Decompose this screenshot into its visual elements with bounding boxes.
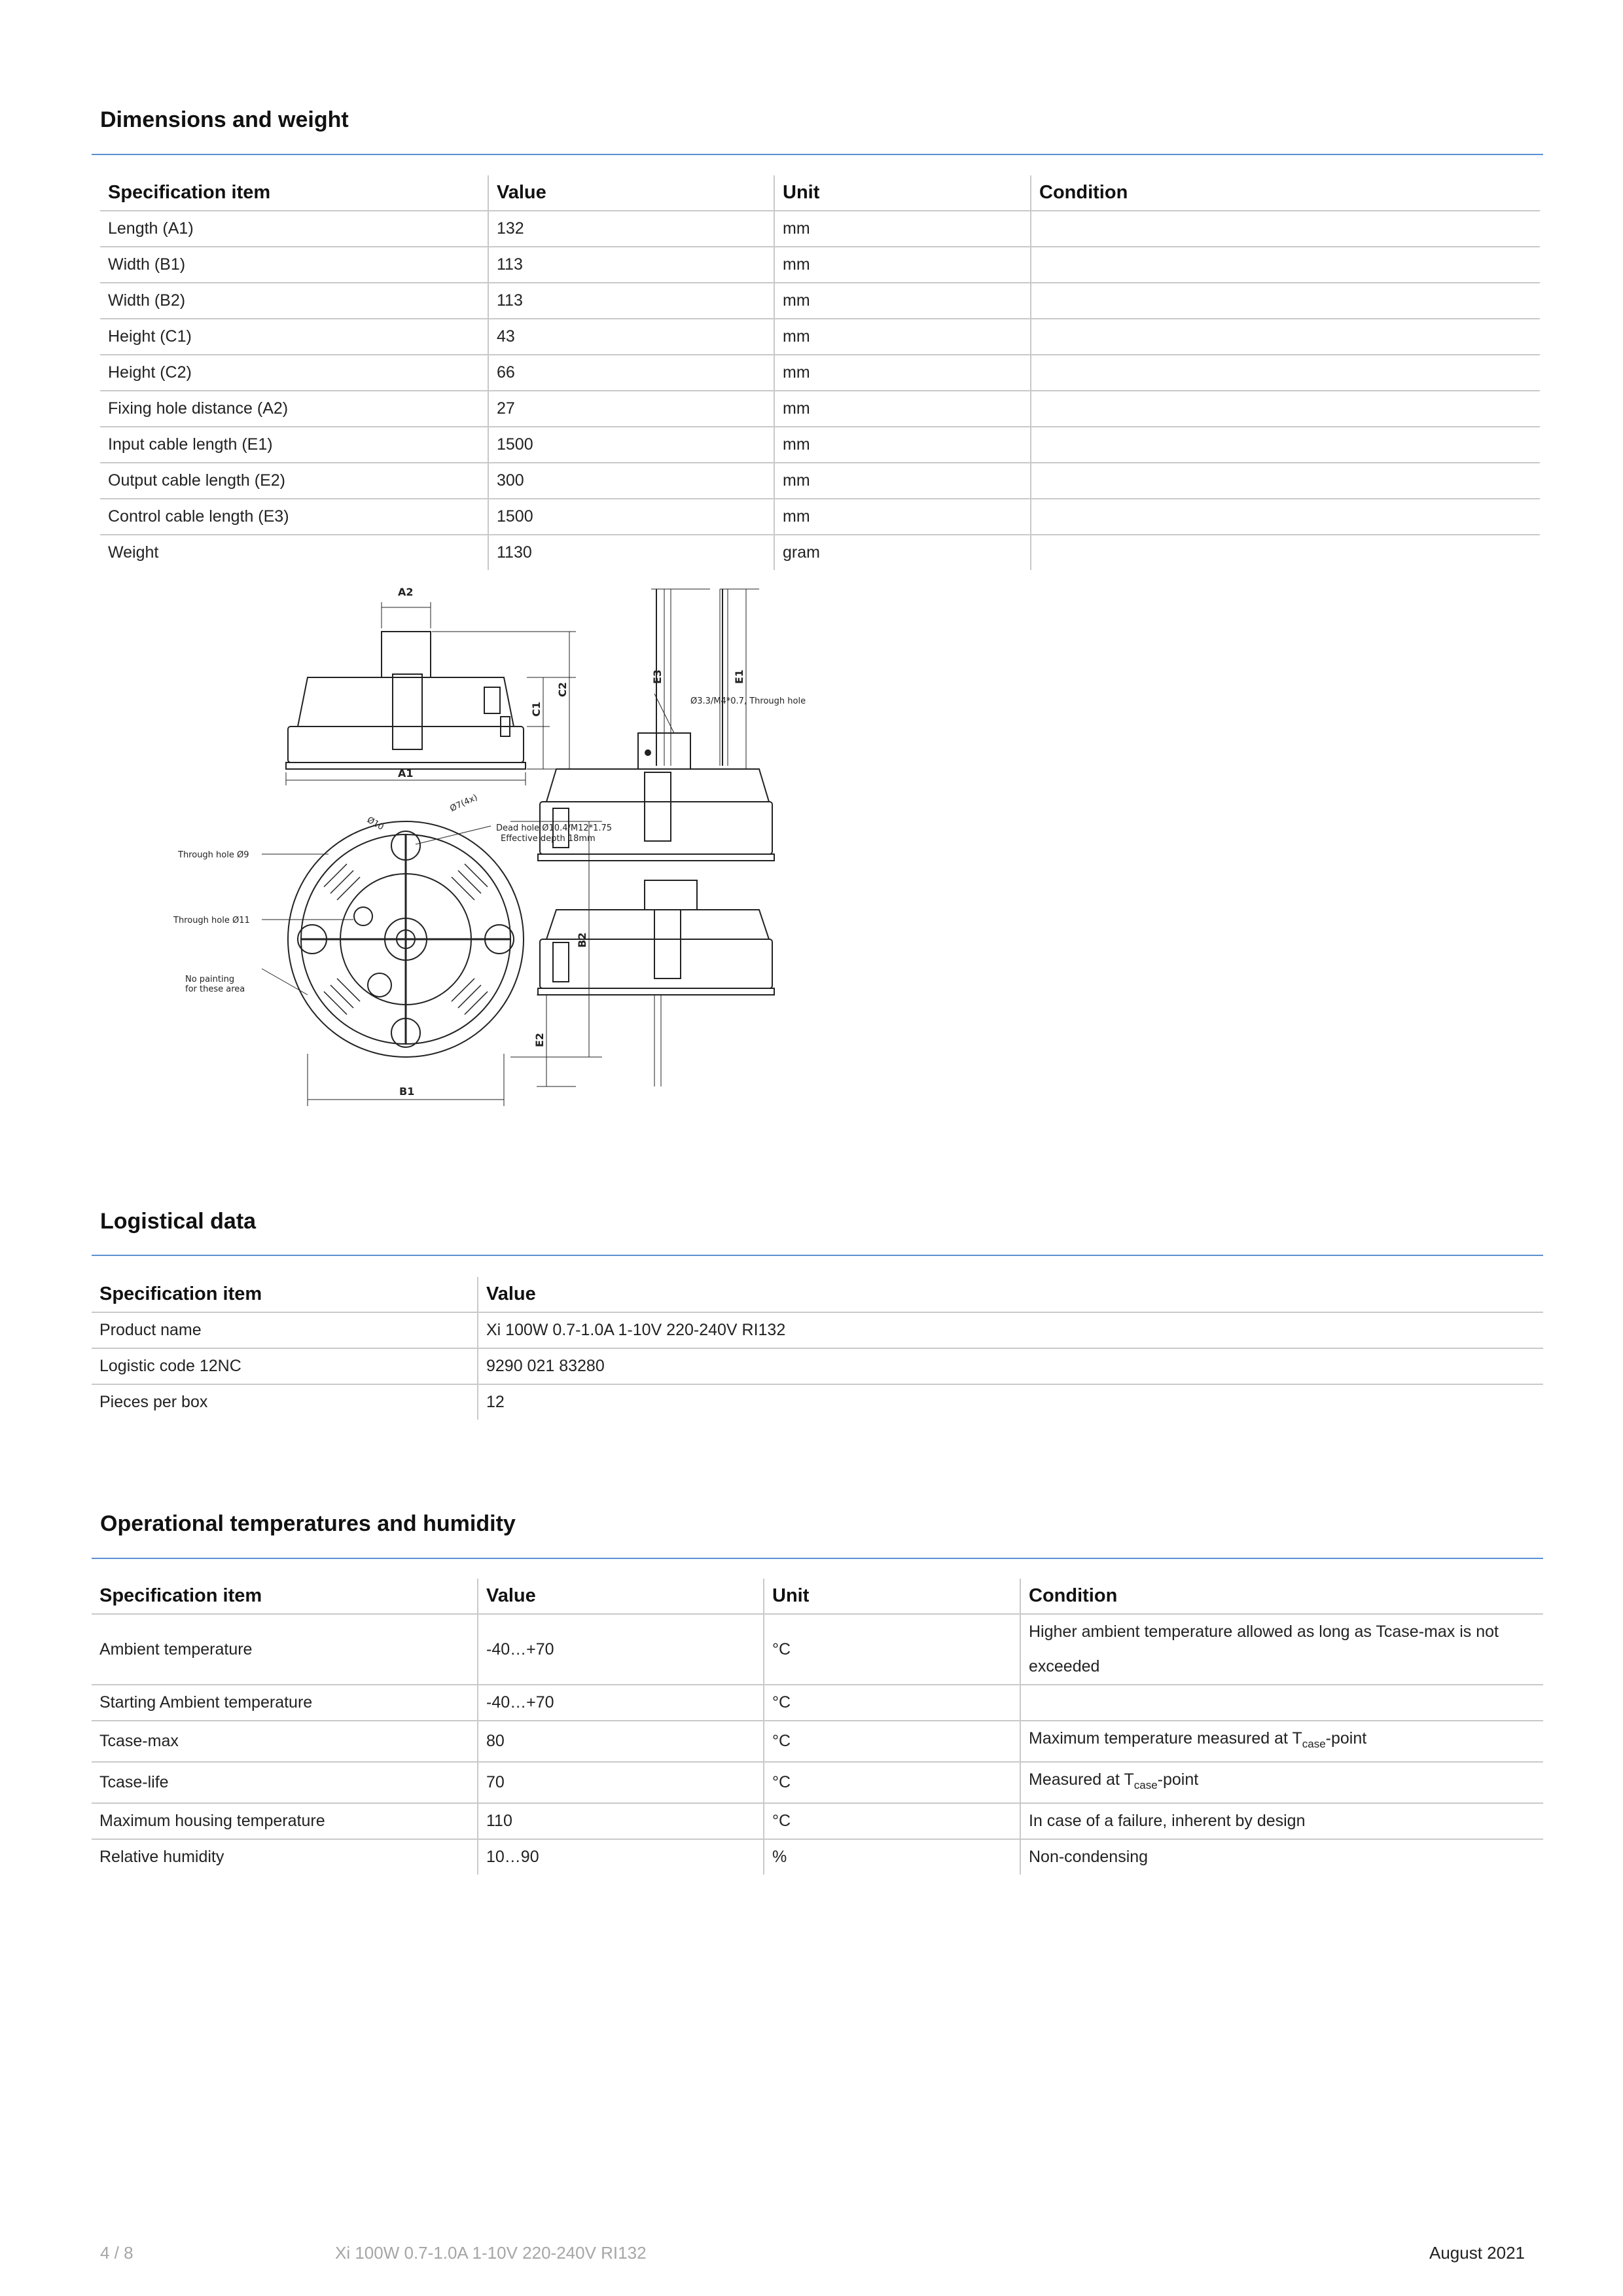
- table-cell: 300: [488, 463, 774, 499]
- section-rule: [92, 1255, 1543, 1256]
- table-row: [100, 499, 1540, 535]
- table-cell: 10…90: [478, 1839, 764, 1874]
- table-header-row: [100, 175, 1540, 211]
- table-cell: 43: [488, 319, 774, 355]
- condition-text: -point: [1157, 1770, 1199, 1789]
- table-cell: Starting Ambient temperature: [92, 1685, 478, 1721]
- table-row: [100, 535, 1540, 570]
- table-cell: 80: [478, 1721, 764, 1762]
- table-cell: [1031, 319, 1540, 355]
- table-row: [92, 1803, 1543, 1839]
- table-header-row: [92, 1579, 1543, 1614]
- logistical-table: [92, 1277, 1543, 1420]
- table-row: [100, 391, 1540, 427]
- label-a2: A2: [398, 586, 414, 598]
- label-a1: A1: [398, 767, 414, 780]
- label-effective-depth: Effective depth 18mm: [501, 834, 596, 844]
- column-header: Value: [488, 175, 774, 211]
- label-e1: E1: [733, 669, 745, 684]
- table-cell: 1130: [488, 535, 774, 570]
- top-view: [262, 821, 602, 1106]
- table-cell: 66: [488, 355, 774, 391]
- label-through-m4: Ø3.3/M4*0.7, Through hole: [690, 696, 806, 706]
- table-row: [100, 427, 1540, 463]
- table-cell: mm: [774, 211, 1031, 247]
- table-cell: °C: [764, 1762, 1020, 1803]
- table-cell: °C: [764, 1721, 1020, 1762]
- label-c2: C2: [556, 682, 569, 697]
- label-b1: B1: [399, 1085, 415, 1098]
- table-row: [92, 1762, 1543, 1803]
- table-cell: [1031, 283, 1540, 319]
- column-header: Specification item: [92, 1579, 478, 1614]
- table-cell: [1020, 1685, 1543, 1721]
- table-cell: 1500: [488, 499, 774, 535]
- dimensions-table: [100, 175, 1540, 570]
- column-header: Value: [478, 1579, 764, 1614]
- table-cell: °C: [764, 1685, 1020, 1721]
- table-cell: Logistic code 12NC: [92, 1348, 478, 1384]
- table-cell: gram: [774, 535, 1031, 570]
- column-header: Condition: [1020, 1579, 1543, 1614]
- table-cell: mm: [774, 247, 1031, 283]
- table-row: [92, 1312, 1543, 1348]
- table-row: [100, 355, 1540, 391]
- table-cell: [1020, 1721, 1543, 1762]
- table-cell: Maximum housing temperature: [92, 1803, 478, 1839]
- condition-text: -point: [1325, 1729, 1367, 1748]
- table-row: [92, 1384, 1543, 1420]
- table-cell: 9290 021 83280: [478, 1348, 1543, 1384]
- table-cell: mm: [774, 427, 1031, 463]
- table-cell: 110: [478, 1803, 764, 1839]
- subscript-case: case: [1133, 1779, 1158, 1791]
- table-row: [92, 1348, 1543, 1384]
- label-no-painting-1: No painting: [185, 975, 235, 984]
- table-cell: %: [764, 1839, 1020, 1874]
- side-view-bottom: [537, 880, 774, 1086]
- table-cell: mm: [774, 463, 1031, 499]
- table-cell: [1031, 463, 1540, 499]
- table-cell: [1031, 391, 1540, 427]
- table-cell: 113: [488, 283, 774, 319]
- table-cell: [1031, 427, 1540, 463]
- table-cell: °C: [764, 1614, 1020, 1685]
- table-row: [100, 211, 1540, 247]
- subscript-case: case: [1302, 1738, 1326, 1750]
- table-cell: mm: [774, 283, 1031, 319]
- table-row: [92, 1614, 1543, 1685]
- table-cell: Width (B1): [100, 247, 488, 283]
- footer-page-number: 4 / 8: [100, 2243, 134, 2263]
- table-cell: 132: [488, 211, 774, 247]
- table-cell: Input cable length (E1): [100, 427, 488, 463]
- table-cell: -40…+70: [478, 1614, 764, 1685]
- footer-date: August 2021: [1429, 2243, 1525, 2263]
- table-cell: Weight: [108, 543, 159, 562]
- section-title-dimensions: Dimensions and weight: [100, 107, 349, 132]
- column-header: Unit: [774, 175, 1031, 211]
- label-dead-hole: Dead hole Ø10.4/M12*1.75: [496, 823, 613, 833]
- section-rule: [92, 154, 1543, 155]
- label-d7: Ø7(4x): [448, 793, 480, 814]
- table-cell: 12: [478, 1384, 1543, 1420]
- table-cell: [1031, 211, 1540, 247]
- table-cell: mm: [774, 319, 1031, 355]
- table-cell: Pieces per box: [99, 1393, 208, 1411]
- condition-text: Measured at T: [1029, 1770, 1134, 1789]
- table-row: [92, 1685, 1543, 1721]
- table-header-row: [92, 1277, 1543, 1312]
- label-through-11: Through hole Ø11: [173, 916, 250, 925]
- table-cell: Non-condensing: [1020, 1839, 1543, 1874]
- table-cell: mm: [774, 391, 1031, 427]
- table-cell: [1031, 499, 1540, 535]
- table-cell: [1031, 355, 1540, 391]
- label-d10: Ø10: [365, 815, 385, 833]
- table-cell: Tcase-life: [92, 1762, 478, 1803]
- table-cell: Length (A1): [100, 211, 488, 247]
- table-cell: 70: [478, 1762, 764, 1803]
- table-cell: -40…+70: [478, 1685, 764, 1721]
- table-cell: Xi 100W 0.7-1.0A 1-10V 220-240V RI132: [478, 1312, 1543, 1348]
- label-no-painting-2: for these area: [185, 984, 245, 994]
- operational-table: [92, 1579, 1543, 1874]
- table-cell: 27: [488, 391, 774, 427]
- table-cell: Output cable length (E2): [100, 463, 488, 499]
- table-cell: Relative humidity: [99, 1848, 224, 1866]
- table-cell: [1020, 1762, 1543, 1803]
- table-cell: Width (B2): [100, 283, 488, 319]
- table-row: [100, 283, 1540, 319]
- table-row: [100, 319, 1540, 355]
- table-cell: Height (C1): [100, 319, 488, 355]
- column-header: Value: [478, 1277, 1543, 1312]
- column-header: Condition: [1031, 175, 1540, 211]
- side-view-right: [538, 589, 774, 861]
- condition-text: Maximum temperature measured at T: [1029, 1729, 1302, 1748]
- section-title-operational: Operational temperatures and humidity: [100, 1511, 516, 1536]
- table-cell: 1500: [488, 427, 774, 463]
- label-e3: E3: [651, 669, 664, 684]
- table-row: [92, 1721, 1543, 1762]
- column-header: Specification item: [92, 1277, 478, 1312]
- table-cell: 113: [488, 247, 774, 283]
- section-title-logistical: Logistical data: [100, 1209, 257, 1234]
- table-cell: mm: [774, 499, 1031, 535]
- section-rule: [92, 1558, 1543, 1559]
- column-header: Unit: [764, 1579, 1020, 1614]
- table-row: [100, 247, 1540, 283]
- table-cell: °C: [764, 1803, 1020, 1839]
- label-through-9: Through hole Ø9: [178, 850, 249, 860]
- table-cell: In case of a failure, inherent by design: [1020, 1803, 1543, 1839]
- table-cell: [1031, 535, 1540, 570]
- label-b2: B2: [576, 932, 588, 948]
- label-e2: E2: [533, 1032, 546, 1047]
- table-cell: Tcase-max: [92, 1721, 478, 1762]
- side-view-top: [286, 602, 576, 785]
- table-cell: Higher ambient temperature allowed as long as Tcase-max is not exceeded: [1020, 1614, 1543, 1685]
- table-cell: mm: [774, 355, 1031, 391]
- dimension-drawing: [157, 576, 1034, 1139]
- table-cell: [1031, 247, 1540, 283]
- table-row: [92, 1839, 1543, 1874]
- footer-product-name: Xi 100W 0.7-1.0A 1-10V 220-240V RI132: [335, 2243, 647, 2263]
- table-cell: Ambient temperature: [92, 1614, 478, 1685]
- label-c1: C1: [530, 702, 543, 717]
- table-cell: Fixing hole distance (A2): [100, 391, 488, 427]
- table-cell: Control cable length (E3): [100, 499, 488, 535]
- table-cell: Height (C2): [100, 355, 488, 391]
- table-cell: Product name: [92, 1312, 478, 1348]
- column-header: Specification item: [100, 175, 488, 211]
- table-row: [100, 463, 1540, 499]
